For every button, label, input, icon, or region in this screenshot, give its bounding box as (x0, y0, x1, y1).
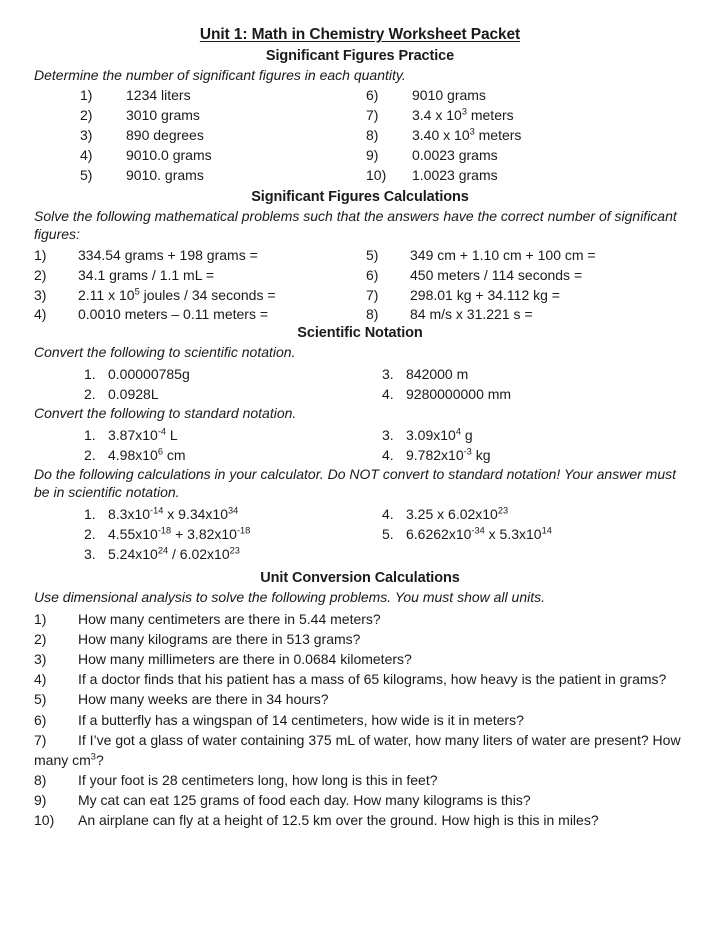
item-number: 3. (84, 546, 96, 563)
list-item (360, 524, 686, 544)
list-item (360, 126, 686, 146)
list-item (34, 166, 360, 186)
item-number: 8) (34, 771, 47, 788)
item-text: My cat can eat 125 grams of food each day. How many kilograms is this? (78, 792, 531, 809)
list-item (34, 689, 686, 709)
item-text: How many centimeters are there in 5.44 meters? (78, 610, 381, 627)
item-text: How many kilograms are there in 513 grams? (78, 630, 361, 647)
item-number: 1. (84, 505, 96, 522)
item-number: 9) (366, 147, 379, 164)
list-item (34, 609, 686, 629)
item-text: 0.0010 meters – 0.11 meters = (78, 306, 269, 323)
item-text: 9010. grams (126, 166, 204, 183)
list-item (34, 770, 686, 790)
item-text: 84 m/s x 31.221 s = (410, 306, 533, 323)
column-right (360, 504, 686, 564)
list-item (34, 629, 686, 649)
list-item (360, 504, 686, 524)
list-item (360, 445, 686, 465)
list-item (360, 86, 686, 106)
exponent: 23 (229, 545, 240, 556)
list-item (34, 126, 360, 146)
item-text: $9.782x10^{-3}$ kg (406, 446, 491, 463)
exponent: 4 (455, 425, 461, 436)
instruction-convert-to-standard: Convert the following to standard notation. (34, 405, 297, 422)
list-item (34, 286, 360, 306)
list-item (34, 710, 686, 730)
item-number: 4. (382, 385, 394, 402)
exponent: 3 (90, 751, 96, 762)
item-number: 7) (34, 731, 47, 748)
column-right (360, 86, 686, 185)
exponent: -34 (471, 525, 485, 536)
item-number: 7) (366, 107, 379, 124)
section-heading-sig-fig-practice: Significant Figures Practice (265, 48, 455, 64)
instruction-sig-fig-practice: Determine the number of significant figures in each quantity. (34, 67, 406, 83)
item-text: $4.55x10^{-18} + 3.82x10^{-18}$ (108, 525, 251, 542)
list-item (34, 146, 360, 166)
item-text: $8.3x10^{-14}$ x $9.34x10^{34}$ (108, 505, 239, 522)
item-text: If a doctor finds that his patient has a mass of 65 kilograms, how heavy is the patient in grams? (78, 671, 667, 688)
list-item (34, 445, 360, 465)
column-right (360, 246, 686, 326)
column-left (34, 425, 360, 465)
instruction-calculator-scientific: Do the following calculations in your calculator. Do NOT convert to standard notation! Your answer must be in scientific notation. (34, 465, 676, 501)
list-item (34, 246, 360, 266)
item-text: 2.11 x $10^5$ joules / 34 seconds = (78, 285, 276, 303)
exponent: 6 (157, 446, 163, 457)
list-unit-conversion (34, 609, 686, 831)
column-right (360, 364, 686, 404)
instruction-convert-to-scientific: Convert the following to scientific notation. (34, 344, 296, 361)
exponent: -3 (463, 446, 472, 457)
item-number: 4) (34, 306, 47, 323)
item-text: 1234 liters (126, 87, 191, 104)
list-item (360, 246, 686, 266)
item-text: 0.0023 grams (412, 147, 498, 164)
item-number: 5) (366, 246, 379, 263)
item-text: 349 cm + 1.10 cm + 100 cm = (410, 246, 596, 263)
exponent: 34 (228, 505, 239, 516)
exponent: -4 (157, 425, 167, 436)
list-item (360, 146, 686, 166)
item-text: 9280000000 mm (406, 385, 512, 402)
item-number: 5. (382, 525, 394, 542)
list-item (360, 266, 686, 286)
list-item (34, 425, 360, 445)
item-text: 1.0023 grams (412, 166, 498, 183)
item-text: $5.24x10^{24} / 6.02x10^{23}$ (108, 545, 240, 563)
item-text: 298.01 kg + 34.112 kg = (410, 286, 560, 303)
list-item (34, 305, 360, 325)
section-heading-sig-fig-calculations: Significant Figures Calculations (251, 188, 469, 205)
item-text: How many millimeters are there in 0.0684 kilometers? (78, 651, 412, 668)
item-number: 2. (84, 525, 96, 542)
item-text: If your foot is 28 centimeters long, how long is this in feet? (78, 771, 438, 788)
column-left (34, 86, 360, 185)
item-number: 8) (366, 127, 379, 144)
column-left (34, 246, 360, 326)
item-number: 2. (84, 446, 96, 463)
list-item (34, 544, 360, 564)
list-item (34, 504, 360, 524)
list-item (34, 364, 360, 384)
item-number: 2. (84, 385, 96, 402)
list-item (34, 790, 686, 810)
item-text: 3.25 x $6.02x10^{23}$ (406, 505, 509, 522)
item-number: 4) (34, 671, 47, 688)
item-text: How many weeks are there in 34 hours? (78, 691, 329, 708)
list-item (34, 106, 360, 126)
list-item (360, 384, 686, 404)
item-number: 2) (34, 630, 47, 647)
list-item (34, 524, 360, 544)
item-text: 0.0928L (108, 385, 159, 402)
item-number: 10) (366, 166, 387, 183)
item-number: 4. (382, 446, 394, 463)
list-sig-fig-practice (34, 86, 686, 185)
item-number: 2) (80, 107, 93, 124)
exponent: 5 (134, 285, 140, 296)
column-left (34, 504, 360, 564)
list-item (34, 266, 360, 286)
item-text: 334.54 grams + 198 grams = (78, 246, 258, 263)
section-heading-unit-conversion: Unit Conversion Calculations (260, 570, 460, 587)
item-text: 450 meters / 114 seconds = (410, 266, 583, 283)
item-text: If a butterfly has a wingspan of 14 centimeters, how wide is it in meters? (78, 711, 524, 728)
section-heading-scientific-notation: Scientific Notation (297, 325, 423, 342)
item-text: $3.09x10^4$ g (406, 425, 473, 443)
exponent: 24 (157, 545, 169, 556)
page-title-text: Unit 1: Math in Chemistry Worksheet Packet (199, 26, 521, 43)
item-number: 1. (84, 365, 96, 382)
item-number: 3) (34, 286, 47, 303)
item-number: 9) (34, 792, 47, 809)
list-item (360, 364, 686, 384)
list-calculator-scientific (34, 504, 686, 564)
item-number: 4. (382, 505, 394, 522)
item-number: 5) (34, 691, 47, 708)
list-item (34, 730, 686, 770)
item-text: $6.6262x10^{-34}$ x $5.3x10^{14}$ (406, 525, 552, 542)
list-convert-to-scientific (34, 364, 686, 404)
item-number: 2) (34, 266, 47, 283)
item-text: An airplane can fly at a height of 12.5 km over the ground. How high is this in miles? (78, 812, 599, 829)
list-convert-to-standard (34, 425, 686, 465)
item-text: 3.40 x $10^3$ meters (412, 126, 522, 144)
exponent: -14 (150, 505, 164, 516)
item-text: 890 degrees (126, 127, 204, 144)
item-number: 6) (34, 711, 47, 728)
list-item (34, 810, 686, 830)
item-text: 3.4 x $10^3$ meters (412, 106, 514, 124)
exponent: 3 (469, 126, 475, 137)
exponent: 3 (461, 106, 467, 117)
item-number: 6) (366, 266, 379, 283)
item-number: 3. (382, 365, 394, 382)
item-text: $4.98x10^6$ cm (108, 446, 186, 463)
item-text: 842000 m (406, 365, 469, 382)
item-number: 3) (80, 127, 93, 144)
item-number: 1) (34, 610, 47, 627)
item-text: 34.1 grams / 1.1 mL = (78, 266, 215, 283)
item-number: 1) (34, 246, 47, 263)
item-number: 5) (80, 166, 93, 183)
exponent: -18 (157, 525, 172, 536)
list-item (360, 286, 686, 306)
item-number: 8) (366, 306, 379, 323)
item-text: 0.00000785g (108, 365, 190, 382)
column-right (360, 425, 686, 465)
item-text: $3.87x10^{-4}$ L (108, 425, 178, 443)
item-text: If I’ve got a glass of water containing 375 mL of water, how many liters of water are present? How many $cm^3$? (34, 731, 681, 768)
item-number: 1) (80, 87, 93, 104)
column-left (34, 364, 360, 404)
item-number: 1. (84, 426, 96, 443)
list-item (34, 86, 360, 106)
exponent: 23 (497, 505, 509, 516)
item-number: 3. (382, 426, 394, 443)
item-number: 10) (34, 812, 55, 829)
instruction-unit-conversion: Use dimensional analysis to solve the following problems. You must show all units. (34, 589, 545, 606)
list-item (34, 384, 360, 404)
list-item (34, 649, 686, 669)
exponent: -18 (236, 525, 251, 536)
item-text: 3010 grams (126, 107, 200, 124)
instruction-sig-fig-calculations: Solve the following mathematical problems such that the answers have the correct number of significant figures: (34, 207, 677, 243)
list-item (360, 106, 686, 126)
list-item (360, 425, 686, 445)
list-item (34, 669, 686, 689)
item-number: 7) (366, 286, 379, 303)
page-title (34, 26, 686, 44)
item-text: 9010.0 grams (126, 147, 212, 164)
list-item (360, 305, 686, 325)
list-sig-fig-calculations (34, 246, 686, 326)
item-number: 4) (80, 147, 93, 164)
item-text: 9010 grams (412, 87, 486, 104)
item-number: 6) (366, 87, 379, 104)
list-item (360, 166, 686, 186)
exponent: 14 (541, 525, 552, 536)
item-number: 3) (34, 651, 47, 668)
